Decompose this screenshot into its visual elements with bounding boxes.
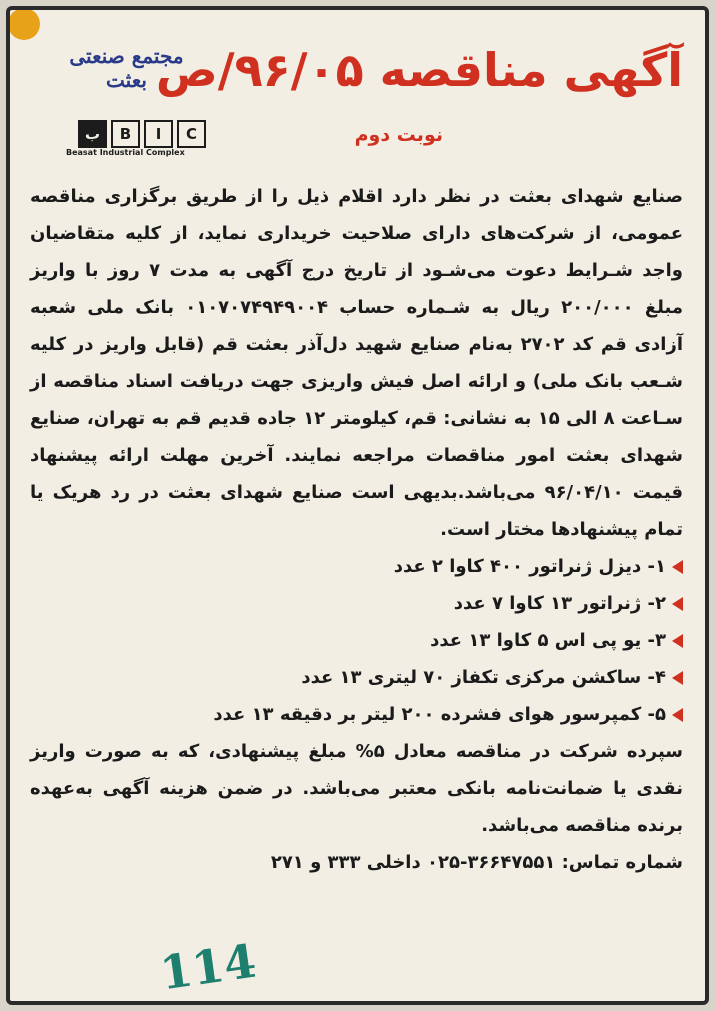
company-logo xyxy=(36,42,211,162)
list-item-text: ۳- یو پی اس ۵ کاوا ۱۳ عدد xyxy=(430,630,666,651)
notice-header xyxy=(22,36,683,166)
logo-letter-box: B xyxy=(111,120,140,148)
bullet-arrow-icon xyxy=(672,708,683,722)
logo-name-line1: مجتمع صنعتی xyxy=(69,44,184,68)
logo-name xyxy=(44,44,209,92)
bullet-arrow-icon xyxy=(672,560,683,574)
tender-notice xyxy=(6,6,709,1005)
logo-letter-box: I xyxy=(144,120,173,148)
list-item-text: ۵- کمپرسور هوای فشرده ۲۰۰ لیتر بر دقیقه ۱۳ عدد xyxy=(213,704,666,725)
logo-letter-boxes xyxy=(78,120,206,148)
list-item xyxy=(30,622,683,659)
deposit-paragraph: سپرده شرکت در مناقصه معادل ۵% مبلغ پیشنهادی، که به صورت واریز نقدی یا ضمانت‌نامه بانکی معتبر می‌باشد. در ضمن هزینه آگهی به‌عهده برنده مناقصه می‌باشد. xyxy=(30,741,684,836)
list-item-text: ۴- ساکشن مرکزی تکفاز ۷۰ لیتری ۱۳ عدد xyxy=(301,667,666,688)
logo-name-line2: بعثت xyxy=(106,68,147,92)
logo-letter-box: ب xyxy=(78,120,107,148)
notice-title: آگهی مناقصه ۹۶/۰۵/ص xyxy=(155,43,683,97)
list-item xyxy=(30,585,683,622)
intro-paragraph: صنایع شهدای بعثت در نظر دارد اقلام ذیل را از طریق برگزاری مناقصه عمومی، از شرکت‌های دارای صلاحیت خریداری نماید، از کلیه متقاضیان واجد شـرایط دعوت می‌شـود از تاریخ درج آگهی به مدت ۷ روز با واریز مبلغ ۲۰۰/۰۰۰ ریال به شـماره حساب ۰۱۰۷۰۷۴۹۴۹۰۰۴ بانک ملی شعبه آزادی قم کد ۲۷۰۲ به‌نام صنایع شهید دل‌آذر بعثت قم (قابل واریز در کلیه شـعب بانک ملی) و ارائه اصل فیش واریزی جهت دریافت اسناد مناقصه از سـاعت ۸ الی ۱۵ به نشانی: قم، کیلومتر ۱۲ جاده قدیم قم به تهران، صنایع شهدای بعثت امور مناقصات مراجعه نمایند. آخرین مهلت ارائه پیشنهاد قیمت ۹۶/۰۴/۱۰ می‌باشد.بدیهی است صنایع شهدای بعثت در رد هریک یا تمام پیشنهادها مختار است. xyxy=(30,186,683,540)
bullet-arrow-icon xyxy=(672,671,683,685)
list-item xyxy=(30,696,683,733)
bullet-arrow-icon xyxy=(672,634,683,648)
logo-letter-box: C xyxy=(177,120,206,148)
handwritten-number: 114 xyxy=(156,933,260,1001)
list-item-text: ۱- دیزل ژنراتور ۴۰۰ کاوا ۲ عدد xyxy=(393,556,666,577)
list-item xyxy=(30,659,683,696)
notice-subtitle: نوبت دوم xyxy=(354,124,443,146)
list-item xyxy=(30,548,683,585)
contact-info: شماره تماس: ۳۶۶۴۷۵۵۱-۰۲۵ داخلی ۳۳۳ و ۲۷۱ xyxy=(270,852,683,873)
list-item-text: ۲- ژنراتور ۱۳ کاوا ۷ عدد xyxy=(453,593,666,614)
bullet-arrow-icon xyxy=(672,597,683,611)
notice-body xyxy=(30,178,683,881)
items-list xyxy=(30,548,683,733)
logo-caption: Beasat Industrial Complex xyxy=(66,148,185,157)
